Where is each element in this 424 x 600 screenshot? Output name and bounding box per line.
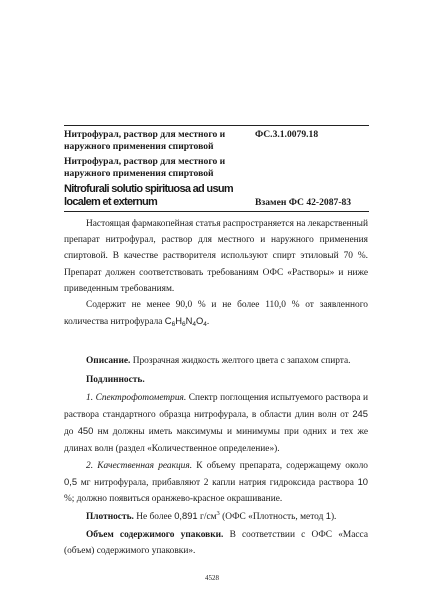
- page-number: 4528: [205, 574, 219, 582]
- document-code: ФС.3.1.0079.18: [255, 129, 319, 140]
- quality-label: 2. Качественная реакция.: [86, 461, 193, 471]
- spectro-paragraph: 1. Спектрофотометрия. Спектр поглощения испытуемого раствора и раствора стандартного образца нитрофурала, в области длин волн от 245 до 450 нм должны иметь максимумы и минимумы при одних и тех же длинах волн (раздел «Количественное определение»).: [64, 393, 368, 454]
- spectro-label: 1. Спектрофотометрия.: [86, 393, 187, 403]
- title-ru-2: Нитрофурал, раствор для местного и наружного применения спиртовой: [64, 156, 226, 179]
- volume-paragraph: [64, 527, 368, 559]
- chemical-formula: $C_6H_6N_4O_4$: [164, 315, 207, 329]
- content-paragraph: Содержит не менее 90,0 % и не более 110,0 % от заявленного количества нитрофурала $C_6H_6N_4O_4$.: [64, 300, 368, 329]
- description-label: Описание.: [86, 356, 131, 366]
- content-text: Содержит не менее 90,0 % и не более 110,0 % от заявленного количества нитрофурала: [64, 300, 368, 328]
- density-paragraph: Плотность. Не более 0,891 $г/см^3$ (ОФС «Плотность, метод 1).: [86, 510, 337, 522]
- volume-text: В соответствии с ОФС «Масса (объем) содержимого упаковки».: [64, 530, 368, 557]
- volume-label: Объем содержимого упаковки.: [86, 530, 224, 540]
- identity-heading: Подлинность.: [86, 375, 145, 385]
- intro-paragraph: Настоящая фармакопейная статья распространяется на лекарственный препарат нитрофурал, раствор для местного и наружного применения спиртовой. В качестве растворителя используют спирт этиловый 70 %. Препарат должен соответствовать требованиям ОФС «Растворы» и ниже приведенным требованиям.: [64, 219, 368, 294]
- title-ru-1: Нитрофурал, раствор для местного и наружного применения спиртовой: [64, 129, 226, 152]
- header-top-rule: [64, 125, 369, 126]
- replaces-note: Взамен ФС 42-2087-83: [255, 197, 352, 208]
- header-bottom-rule: [64, 211, 369, 212]
- density-label: Плотность.: [86, 512, 134, 522]
- title-latin: Nitrofurali solutio spirituosa ad usum localem et externum: [64, 183, 233, 208]
- description-paragraph: [64, 353, 368, 369]
- description-text: Прозрачная жидкость желтого цвета с запахом спирта.: [130, 356, 351, 366]
- quality-paragraph: 2. Качественная реакция. К объему препарата, содержащему около 0,5 мг нитрофурала, прибавляют 2 капли натрия гидроксида раствора 10 %; должно появиться оранжево-красное окрашивание.: [64, 461, 368, 505]
